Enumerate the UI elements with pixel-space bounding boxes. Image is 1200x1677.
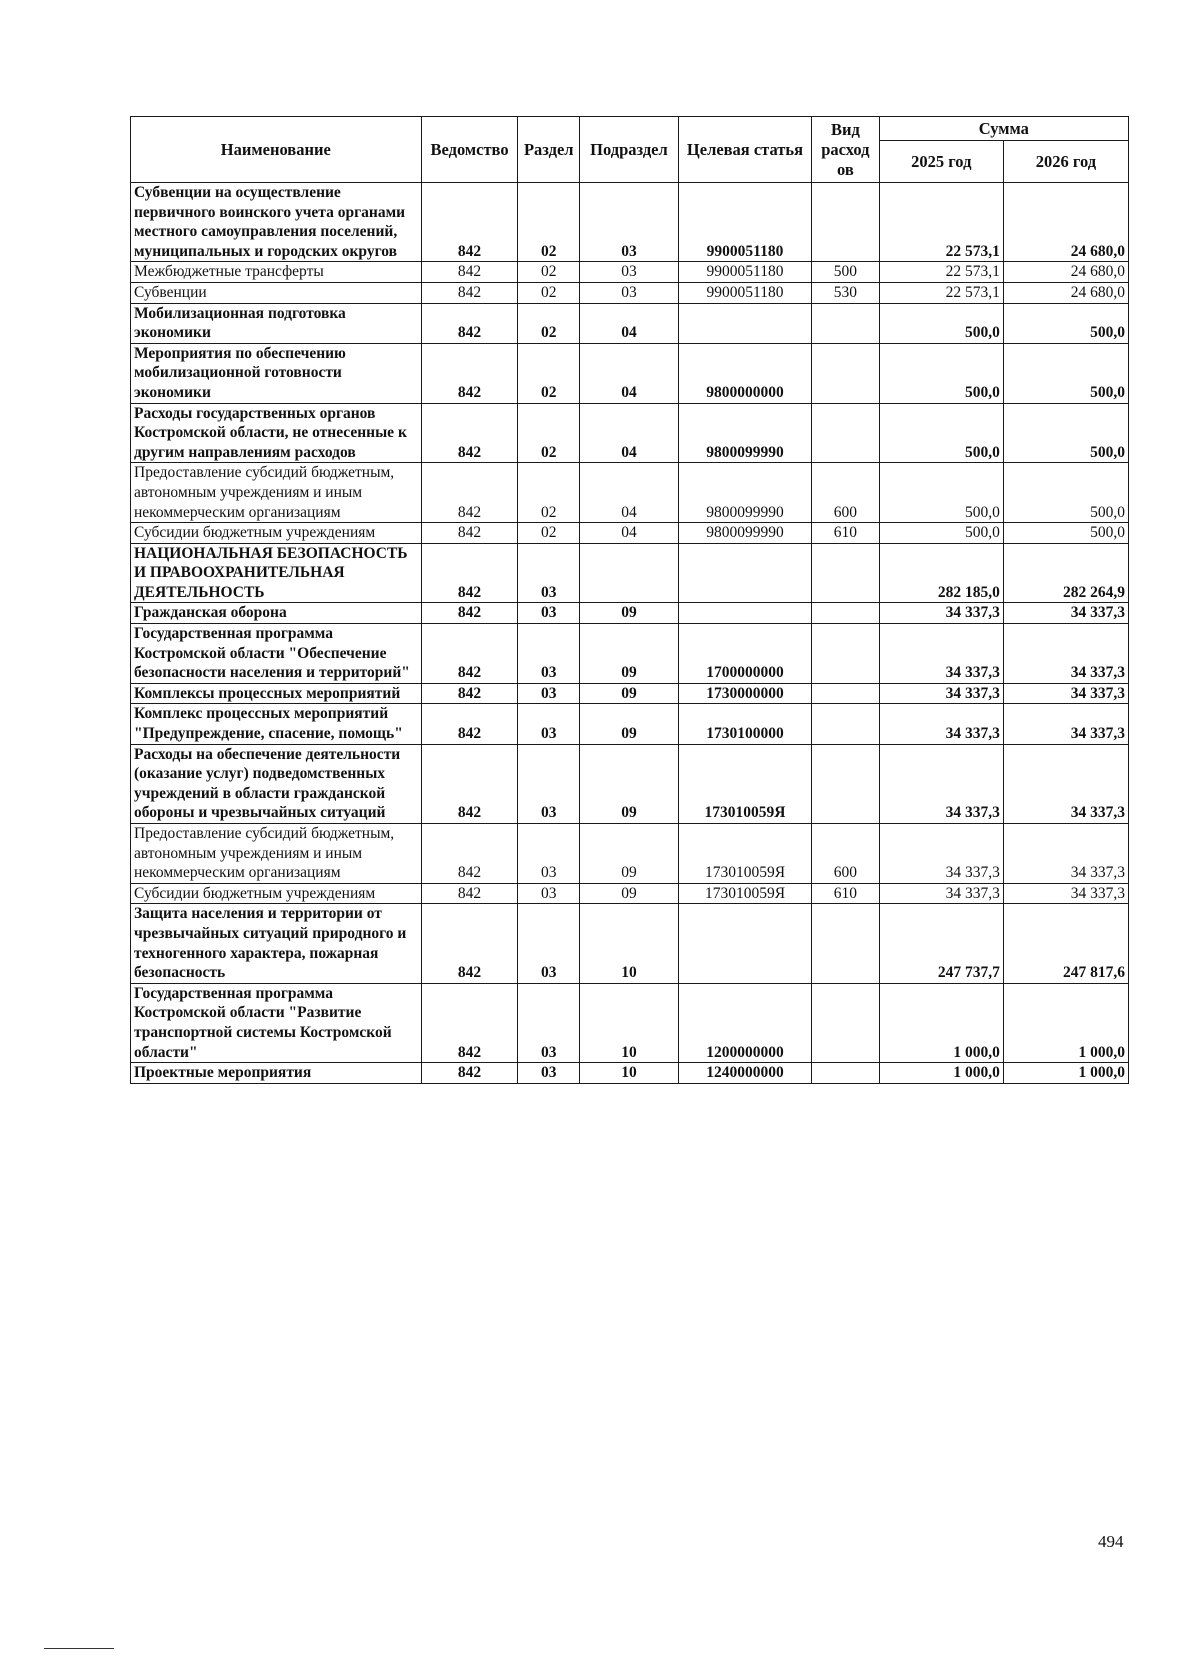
cell-sum-2025: 34 337,3 bbox=[879, 603, 1003, 624]
table-row bbox=[131, 303, 1129, 343]
cell-expense-type bbox=[812, 343, 880, 403]
table-row bbox=[131, 704, 1129, 744]
table-row bbox=[131, 624, 1129, 684]
page-number: 494 bbox=[1098, 1532, 1124, 1551]
cell-sum-2026: 34 337,3 bbox=[1003, 744, 1128, 823]
table-row bbox=[131, 1063, 1129, 1084]
cell-sum-2026: 34 337,3 bbox=[1003, 603, 1128, 624]
table-row bbox=[131, 904, 1129, 983]
cell-subsection: 09 bbox=[580, 704, 679, 744]
cell-target-article: 173010059Я bbox=[678, 883, 811, 904]
cell-name: Мероприятия по обеспечению мобилизационной готовности экономики bbox=[131, 343, 422, 403]
cell-target-article bbox=[678, 303, 811, 343]
cell-subsection: 04 bbox=[580, 343, 679, 403]
table-row bbox=[131, 463, 1129, 523]
cell-sum-2026: 1 000,0 bbox=[1003, 1063, 1128, 1084]
cell-section: 03 bbox=[518, 904, 580, 983]
cell-expense-type bbox=[812, 983, 880, 1062]
cell-name: Предоставление субсидий бюджетным, автономным учреждениям и иным некоммерческим организациям bbox=[131, 463, 422, 523]
cell-section: 03 bbox=[518, 883, 580, 904]
cell-department: 842 bbox=[421, 824, 518, 884]
cell-target-article bbox=[678, 543, 811, 603]
cell-department: 842 bbox=[421, 543, 518, 603]
cell-department: 842 bbox=[421, 883, 518, 904]
cell-name: Гражданская оборона bbox=[131, 603, 422, 624]
cell-target-article: 9900051180 bbox=[678, 282, 811, 303]
table-row bbox=[131, 523, 1129, 544]
cell-expense-type: 600 bbox=[812, 463, 880, 523]
cell-subsection: 09 bbox=[580, 683, 679, 704]
cell-expense-type: 600 bbox=[812, 824, 880, 884]
cell-sum-2026: 500,0 bbox=[1003, 343, 1128, 403]
cell-target-article: 1730000000 bbox=[678, 683, 811, 704]
cell-name: Субвенции на осуществление первичного воинского учета органами местного самоуправления поселений, муниципальных и городских округов bbox=[131, 183, 422, 262]
cell-name: Предоставление субсидий бюджетным, автономным учреждениям и иным некоммерческим организациям bbox=[131, 824, 422, 884]
cell-sum-2026: 500,0 bbox=[1003, 523, 1128, 544]
cell-department: 842 bbox=[421, 683, 518, 704]
cell-sum-2025: 1 000,0 bbox=[879, 1063, 1003, 1084]
header-subsection: Подраздел bbox=[580, 117, 679, 183]
header-expense-type: Вид расход ов bbox=[812, 117, 880, 183]
table-body bbox=[131, 183, 1129, 1084]
cell-expense-type bbox=[812, 303, 880, 343]
cell-department: 842 bbox=[421, 303, 518, 343]
cell-section: 03 bbox=[518, 983, 580, 1062]
cell-sum-2026: 500,0 bbox=[1003, 463, 1128, 523]
cell-section: 02 bbox=[518, 303, 580, 343]
cell-target-article: 173010059Я bbox=[678, 744, 811, 823]
cell-target-article: 1730100000 bbox=[678, 704, 811, 744]
cell-department: 842 bbox=[421, 744, 518, 823]
cell-section: 03 bbox=[518, 824, 580, 884]
cell-subsection: 03 bbox=[580, 282, 679, 303]
cell-sum-2025: 282 185,0 bbox=[879, 543, 1003, 603]
cell-target-article: 9800099990 bbox=[678, 463, 811, 523]
cell-sum-2026: 1 000,0 bbox=[1003, 983, 1128, 1062]
cell-subsection: 09 bbox=[580, 824, 679, 884]
cell-target-article: 1700000000 bbox=[678, 624, 811, 684]
cell-subsection: 10 bbox=[580, 1063, 679, 1084]
cell-section: 03 bbox=[518, 1063, 580, 1084]
cell-department: 842 bbox=[421, 403, 518, 463]
table-row bbox=[131, 603, 1129, 624]
cell-name: Защита населения и территории от чрезвычайных ситуаций природного и техногенного характера, пожарная безопасность bbox=[131, 904, 422, 983]
cell-expense-type bbox=[812, 683, 880, 704]
cell-section: 03 bbox=[518, 683, 580, 704]
cell-expense-type bbox=[812, 183, 880, 262]
cell-section: 03 bbox=[518, 543, 580, 603]
cell-sum-2025: 500,0 bbox=[879, 523, 1003, 544]
cell-sum-2025: 500,0 bbox=[879, 303, 1003, 343]
cell-sum-2025: 500,0 bbox=[879, 343, 1003, 403]
cell-name: Расходы государственных органов Костромской области, не отнесенные к другим направлениям расходов bbox=[131, 403, 422, 463]
cell-sum-2025: 34 337,3 bbox=[879, 704, 1003, 744]
table-header bbox=[131, 117, 1129, 183]
cell-department: 842 bbox=[421, 343, 518, 403]
table-row bbox=[131, 183, 1129, 262]
cell-name: Мобилизационная подготовка экономики bbox=[131, 303, 422, 343]
cell-sum-2025: 22 573,1 bbox=[879, 262, 1003, 283]
cell-subsection: 03 bbox=[580, 262, 679, 283]
footer-rule bbox=[44, 1648, 114, 1649]
cell-subsection: 03 bbox=[580, 183, 679, 262]
header-year-2026: 2026 год bbox=[1003, 141, 1128, 183]
header-sum: Сумма bbox=[879, 117, 1128, 141]
cell-name: Государственная программа Костромской области "Развитие транспортной системы Костромской области" bbox=[131, 983, 422, 1062]
cell-sum-2026: 24 680,0 bbox=[1003, 262, 1128, 283]
header-name: Наименование bbox=[131, 117, 422, 183]
cell-section: 02 bbox=[518, 262, 580, 283]
cell-sum-2025: 22 573,1 bbox=[879, 183, 1003, 262]
cell-section: 02 bbox=[518, 343, 580, 403]
table-row bbox=[131, 543, 1129, 603]
header-section: Раздел bbox=[518, 117, 580, 183]
cell-subsection: 04 bbox=[580, 463, 679, 523]
cell-subsection: 04 bbox=[580, 403, 679, 463]
cell-department: 842 bbox=[421, 523, 518, 544]
cell-expense-type bbox=[812, 624, 880, 684]
cell-department: 842 bbox=[421, 704, 518, 744]
cell-department: 842 bbox=[421, 463, 518, 523]
cell-department: 842 bbox=[421, 983, 518, 1062]
budget-table bbox=[130, 116, 1129, 1084]
cell-expense-type bbox=[812, 403, 880, 463]
cell-expense-type: 500 bbox=[812, 262, 880, 283]
cell-sum-2026: 247 817,6 bbox=[1003, 904, 1128, 983]
header-year-2025: 2025 год bbox=[879, 141, 1003, 183]
cell-name: Субсидии бюджетным учреждениям bbox=[131, 883, 422, 904]
cell-sum-2025: 247 737,7 bbox=[879, 904, 1003, 983]
cell-expense-type: 610 bbox=[812, 883, 880, 904]
cell-section: 03 bbox=[518, 704, 580, 744]
cell-sum-2025: 22 573,1 bbox=[879, 282, 1003, 303]
cell-expense-type bbox=[812, 744, 880, 823]
cell-name: Расходы на обеспечение деятельности (оказание услуг) подведомственных учреждений в области гражданской обороны и чрезвычайных ситуаций bbox=[131, 744, 422, 823]
cell-expense-type bbox=[812, 543, 880, 603]
cell-sum-2025: 500,0 bbox=[879, 463, 1003, 523]
cell-name: Государственная программа Костромской области "Обеспечение безопасности населения и территорий" bbox=[131, 624, 422, 684]
cell-section: 02 bbox=[518, 282, 580, 303]
cell-name: Межбюджетные трансферты bbox=[131, 262, 422, 283]
cell-sum-2026: 34 337,3 bbox=[1003, 683, 1128, 704]
cell-section: 03 bbox=[518, 744, 580, 823]
cell-sum-2026: 34 337,3 bbox=[1003, 824, 1128, 884]
cell-subsection: 10 bbox=[580, 904, 679, 983]
cell-section: 02 bbox=[518, 403, 580, 463]
table-row bbox=[131, 403, 1129, 463]
cell-section: 03 bbox=[518, 603, 580, 624]
cell-sum-2025: 34 337,3 bbox=[879, 624, 1003, 684]
cell-sum-2026: 24 680,0 bbox=[1003, 282, 1128, 303]
cell-department: 842 bbox=[421, 262, 518, 283]
header-department: Ведомство bbox=[421, 117, 518, 183]
cell-department: 842 bbox=[421, 282, 518, 303]
cell-sum-2025: 1 000,0 bbox=[879, 983, 1003, 1062]
cell-target-article bbox=[678, 904, 811, 983]
cell-target-article: 9800099990 bbox=[678, 403, 811, 463]
cell-target-article: 1240000000 bbox=[678, 1063, 811, 1084]
table-row bbox=[131, 262, 1129, 283]
cell-expense-type bbox=[812, 603, 880, 624]
cell-section: 02 bbox=[518, 523, 580, 544]
table-row bbox=[131, 282, 1129, 303]
cell-subsection: 09 bbox=[580, 624, 679, 684]
cell-sum-2026: 500,0 bbox=[1003, 303, 1128, 343]
cell-department: 842 bbox=[421, 183, 518, 262]
cell-sum-2025: 34 337,3 bbox=[879, 824, 1003, 884]
cell-target-article bbox=[678, 603, 811, 624]
table-row bbox=[131, 883, 1129, 904]
cell-expense-type bbox=[812, 904, 880, 983]
cell-name: Комплексы процессных мероприятий bbox=[131, 683, 422, 704]
cell-target-article: 173010059Я bbox=[678, 824, 811, 884]
cell-sum-2025: 34 337,3 bbox=[879, 883, 1003, 904]
table-row bbox=[131, 983, 1129, 1062]
cell-sum-2026: 24 680,0 bbox=[1003, 183, 1128, 262]
cell-subsection: 04 bbox=[580, 303, 679, 343]
cell-department: 842 bbox=[421, 904, 518, 983]
cell-sum-2026: 282 264,9 bbox=[1003, 543, 1128, 603]
cell-target-article: 9800000000 bbox=[678, 343, 811, 403]
cell-name: Субвенции bbox=[131, 282, 422, 303]
table-row bbox=[131, 824, 1129, 884]
table-row bbox=[131, 343, 1129, 403]
cell-target-article: 1200000000 bbox=[678, 983, 811, 1062]
cell-sum-2026: 34 337,3 bbox=[1003, 624, 1128, 684]
cell-expense-type bbox=[812, 704, 880, 744]
cell-subsection: 09 bbox=[580, 744, 679, 823]
cell-subsection: 04 bbox=[580, 523, 679, 544]
cell-sum-2026: 500,0 bbox=[1003, 403, 1128, 463]
cell-sum-2026: 34 337,3 bbox=[1003, 883, 1128, 904]
cell-sum-2025: 34 337,3 bbox=[879, 683, 1003, 704]
cell-name: НАЦИОНАЛЬНАЯ БЕЗОПАСНОСТЬ И ПРАВООХРАНИТЕЛЬНАЯ ДЕЯТЕЛЬНОСТЬ bbox=[131, 543, 422, 603]
cell-expense-type: 610 bbox=[812, 523, 880, 544]
cell-sum-2026: 34 337,3 bbox=[1003, 704, 1128, 744]
cell-section: 02 bbox=[518, 183, 580, 262]
cell-sum-2025: 500,0 bbox=[879, 403, 1003, 463]
cell-name: Проектные мероприятия bbox=[131, 1063, 422, 1084]
cell-target-article: 9900051180 bbox=[678, 183, 811, 262]
header-target-article: Целевая статья bbox=[678, 117, 811, 183]
cell-target-article: 9900051180 bbox=[678, 262, 811, 283]
cell-subsection: 09 bbox=[580, 603, 679, 624]
cell-department: 842 bbox=[421, 603, 518, 624]
cell-sum-2025: 34 337,3 bbox=[879, 744, 1003, 823]
table-row bbox=[131, 744, 1129, 823]
cell-department: 842 bbox=[421, 1063, 518, 1084]
cell-name: Комплекс процессных мероприятий "Предупреждение, спасение, помощь" bbox=[131, 704, 422, 744]
cell-expense-type bbox=[812, 1063, 880, 1084]
cell-subsection: 10 bbox=[580, 983, 679, 1062]
cell-subsection: 09 bbox=[580, 883, 679, 904]
cell-name: Субсидии бюджетным учреждениям bbox=[131, 523, 422, 544]
cell-expense-type: 530 bbox=[812, 282, 880, 303]
cell-department: 842 bbox=[421, 624, 518, 684]
table-row bbox=[131, 683, 1129, 704]
cell-section: 03 bbox=[518, 624, 580, 684]
cell-subsection bbox=[580, 543, 679, 603]
cell-section: 02 bbox=[518, 463, 580, 523]
cell-target-article: 9800099990 bbox=[678, 523, 811, 544]
